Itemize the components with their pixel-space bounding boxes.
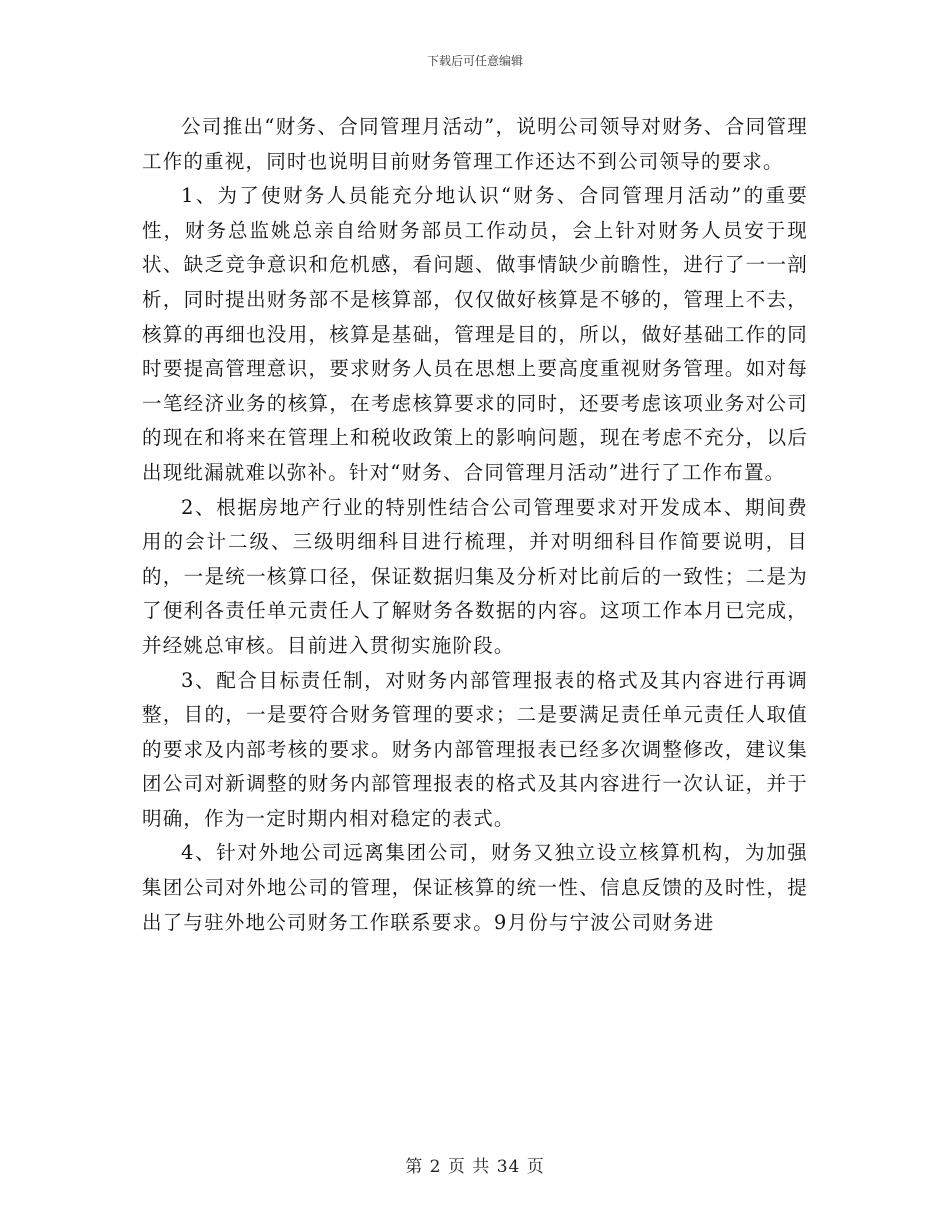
document-body: [142, 110, 808, 940]
paragraph-intro: 公司推出“财务、合同管理月活动”，说明公司领导对财务、合同管理工作的重视，同时也说明目前财务管理工作还达不到公司领导的要求。: [142, 115, 808, 173]
paragraph-item-1: 1、为了使财务人员能充分地认识“财务、合同管理月活动”的重要性，财务总监姚总亲自给财务部员工作动员，会上针对财务人员安于现状、缺乏竞争意识和危机感，看问题、做事情缺少前瞻性，进行了一一剖析，同时提出财务部不是核算部，仅仅做好核算是不够的，管理上不去，核算的再细也没用，核算是基础，管理是目的，所以，做好基础工作的同时要提高管理意识，要求财务人员在思想上要高度重视财务管理。如对每一笔经济业务的核算，在考虑核算要求的同时，还要考虑该项业务对公司的现在和将来在管理上和税收政策上的影响问题，现在考虑不充分，以后出现纰漏就难以弥补。针对“财务、合同管理月活动”进行了工作布置。: [142, 184, 808, 484]
page-number-footer: 第 2 页 共 34 页: [405, 1157, 545, 1177]
paragraph-item-2: 2、根据房地产行业的特别性结合公司管理要求对开发成本、期间费用的会计二级、三级明细科目进行梳理，并对明细科目作简要说明，目的，一是统一核算口径，保证数据归集及分析对比前后的一致性；二是为了便利各责任单元责任人了解财务各数据的内容。这项工作本月已完成，并经姚总审核。目前进入贯彻实施阶段。: [142, 495, 808, 657]
paragraph-item-4: 4、针对外地公司远离集团公司，财务又独立设立核算机构，为加强集团公司对外地公司的管理，保证核算的统一性、信息反馈的及时性，提出了与驻外地公司财务工作联系要求。9月份与宁波公司财务进: [142, 841, 808, 934]
paragraph-item-3: 3、配合目标责任制，对财务内部管理报表的格式及其内容进行再调整，目的，一是要符合财务管理的要求；二是要满足责任单元责任人取值的要求及内部考核的要求。财务内部管理报表已经多次调整修改，建议集团公司对新调整的财务内部管理报表的格式及其内容进行一次认证，并于明确，作为一定时期内相对稳定的表式。: [142, 668, 808, 830]
page-header: 下载后可任意编辑: [426, 54, 523, 68]
